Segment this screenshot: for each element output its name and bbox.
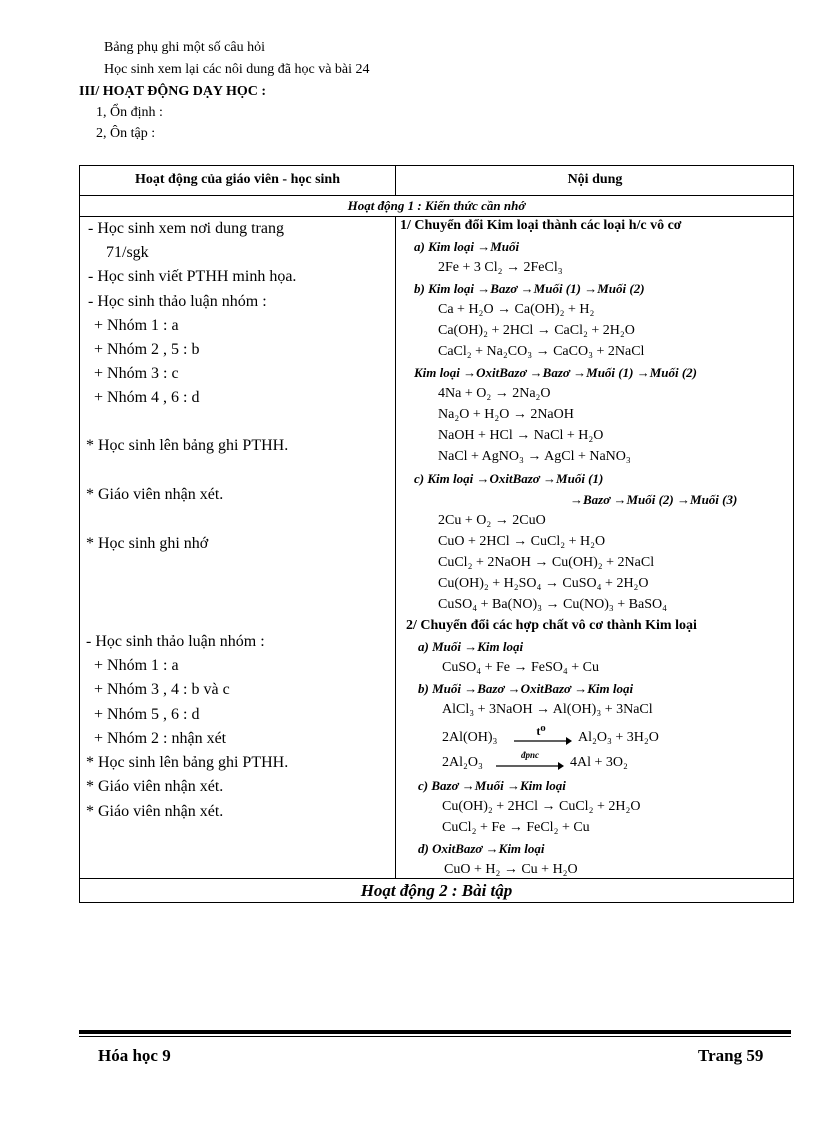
reaction-arrow-icon: [514, 736, 572, 746]
content-subheading: a) Kim loại →Muối: [414, 239, 520, 254]
left-line: * Giáo viên nhận xét.: [86, 778, 224, 795]
lesson-table: [79, 165, 794, 903]
intro-line-1: Bảng phụ ghi một số câu hỏi: [104, 40, 265, 55]
equation: 2Al(OH)₃: [442, 730, 498, 745]
equation: 2Cu + O₂ → 2CuO: [438, 513, 546, 528]
equation: Cu(OH)₂ + 2HCl → CuCl₂ + 2H₂O: [442, 799, 641, 814]
equation: NaCl + AgNO₃ → AgCl + NaNO₃: [438, 449, 631, 464]
left-line: * Giáo viên nhận xét.: [86, 803, 224, 820]
step-1: 1, Ổn định :: [96, 105, 163, 120]
left-line: + Nhóm 1 : a: [94, 657, 179, 674]
intro-line-2: Học sinh xem lại các nôi dung đã học và bài 24: [104, 62, 370, 77]
equation: Ca + H₂O → Ca(OH)₂ + H₂: [438, 302, 595, 317]
left-line: + Nhóm 3 , 4 : b và c: [94, 681, 230, 698]
footer-subject: Hóa học 9: [98, 1046, 171, 1065]
content-subheading: c) Bazơ →Muối →Kim loại: [418, 778, 566, 793]
left-line: + Nhóm 3 : c: [94, 365, 179, 382]
equation: CuCl₂ + 2NaOH → Cu(OH)₂ + 2NaCl: [438, 555, 655, 570]
equation: NaOH + HCl → NaCl + H₂O: [438, 428, 604, 443]
equation: 4Al + 3O₂: [570, 755, 628, 770]
left-line: - Học sinh viết PTHH minh họa.: [88, 268, 297, 285]
left-line: * Giáo viên nhận xét.: [86, 486, 224, 503]
activity-1-heading: Hoạt động 1 : Kiến thức cần nhớ: [347, 198, 526, 213]
equation: AlCl₃ + 3NaOH → Al(OH)₃ + 3NaCl: [442, 702, 653, 717]
left-line: - Học sinh thảo luận nhóm :: [88, 293, 267, 310]
footer-rule: [79, 1030, 791, 1034]
left-line: - Học sinh xem nơi dung trang: [88, 220, 284, 237]
content-subheading: Kim loại →OxitBazơ →Bazơ →Muối (1) →Muối (2): [414, 365, 698, 380]
equation: CuCl₂ + Fe → FeCl₂ + Cu: [442, 820, 590, 835]
left-line: * Học sinh lên bảng ghi PTHH.: [86, 754, 289, 771]
content-subheading: a) Muối →Kim loại: [418, 639, 524, 654]
left-line: - Học sinh thảo luận nhóm :: [86, 633, 265, 650]
content-heading-1: 1/ Chuyển đổi Kim loại thành các loại h/c vô cơ: [400, 218, 682, 233]
left-line: + Nhóm 4 , 6 : d: [94, 389, 200, 406]
equation: CuO + 2HCl → CuCl₂ + H₂O: [438, 534, 606, 549]
content-heading-2: 2/ Chuyển đổi các hợp chất vô cơ thành Kim loại: [406, 618, 697, 633]
left-line: + Nhóm 2 : nhận xét: [94, 730, 227, 747]
equation: Ca(OH)₂ + 2HCl → CaCl₂ + 2H₂O: [438, 323, 635, 338]
left-line: * Học sinh lên bảng ghi PTHH.: [86, 437, 289, 454]
equation: 2Fe + 3 Cl₂ → 2FeCl₃: [438, 260, 563, 275]
left-line: * Học sinh ghi nhớ: [86, 535, 209, 552]
footer-page-number: Trang 59: [698, 1046, 764, 1065]
section-heading: III/ HOẠT ĐỘNG DẠY HỌC :: [79, 84, 267, 99]
arrow-condition: t⁰: [536, 724, 546, 738]
equation: CaCl₂ + Na₂CO₃ → CaCO₃ + 2NaCl: [438, 344, 645, 359]
content-subheading: d) OxitBazơ →Kim loại: [418, 841, 545, 856]
reaction-arrow-icon: [496, 761, 564, 771]
left-line: + Nhóm 5 , 6 : d: [94, 706, 200, 723]
column-header-activities: Hoạt động của giáo viên - học sinh: [135, 172, 340, 187]
equation: Na₂O + H₂O → 2NaOH: [438, 407, 574, 422]
equation: CuSO₄ + Ba(NO)₃ → Cu(NO)₃ + BaSO₄: [438, 597, 667, 612]
equation: CuO + H₂ → Cu + H₂O: [444, 862, 578, 877]
footer-rule: [79, 1036, 791, 1037]
equation: CuSO₄ + Fe → FeSO₄ + Cu: [442, 660, 600, 675]
equation: 2Al₂O₃: [442, 755, 483, 770]
content-subheading: b) Kim loại →Bazơ →Muối (1) →Muối (2): [414, 281, 645, 296]
arrow-condition: đpnc: [521, 750, 539, 760]
activity-2-heading: Hoạt động 2 : Bài tập: [360, 881, 513, 900]
left-line: + Nhóm 1 : a: [94, 317, 179, 334]
left-line: 71/sgk: [106, 244, 149, 261]
equation: Al₂O₃ + 3H₂O: [578, 730, 659, 745]
content-subheading: c) Kim loại →OxitBazơ →Muối (1): [414, 471, 604, 486]
left-line: + Nhóm 2 , 5 : b: [94, 341, 200, 358]
equation: Cu(OH)₂ + H₂SO₄ → CuSO₄ + 2H₂O: [438, 576, 649, 591]
equation: 4Na + O₂ → 2Na₂O: [438, 386, 551, 401]
content-subheading: →Bazơ →Muối (2) →Muối (3): [570, 492, 738, 507]
column-header-content: Nội dung: [567, 172, 623, 187]
content-subheading: b) Muối →Bazơ →OxitBazơ →Kim loại: [418, 681, 634, 696]
step-2: 2, Ôn tập :: [96, 126, 156, 141]
